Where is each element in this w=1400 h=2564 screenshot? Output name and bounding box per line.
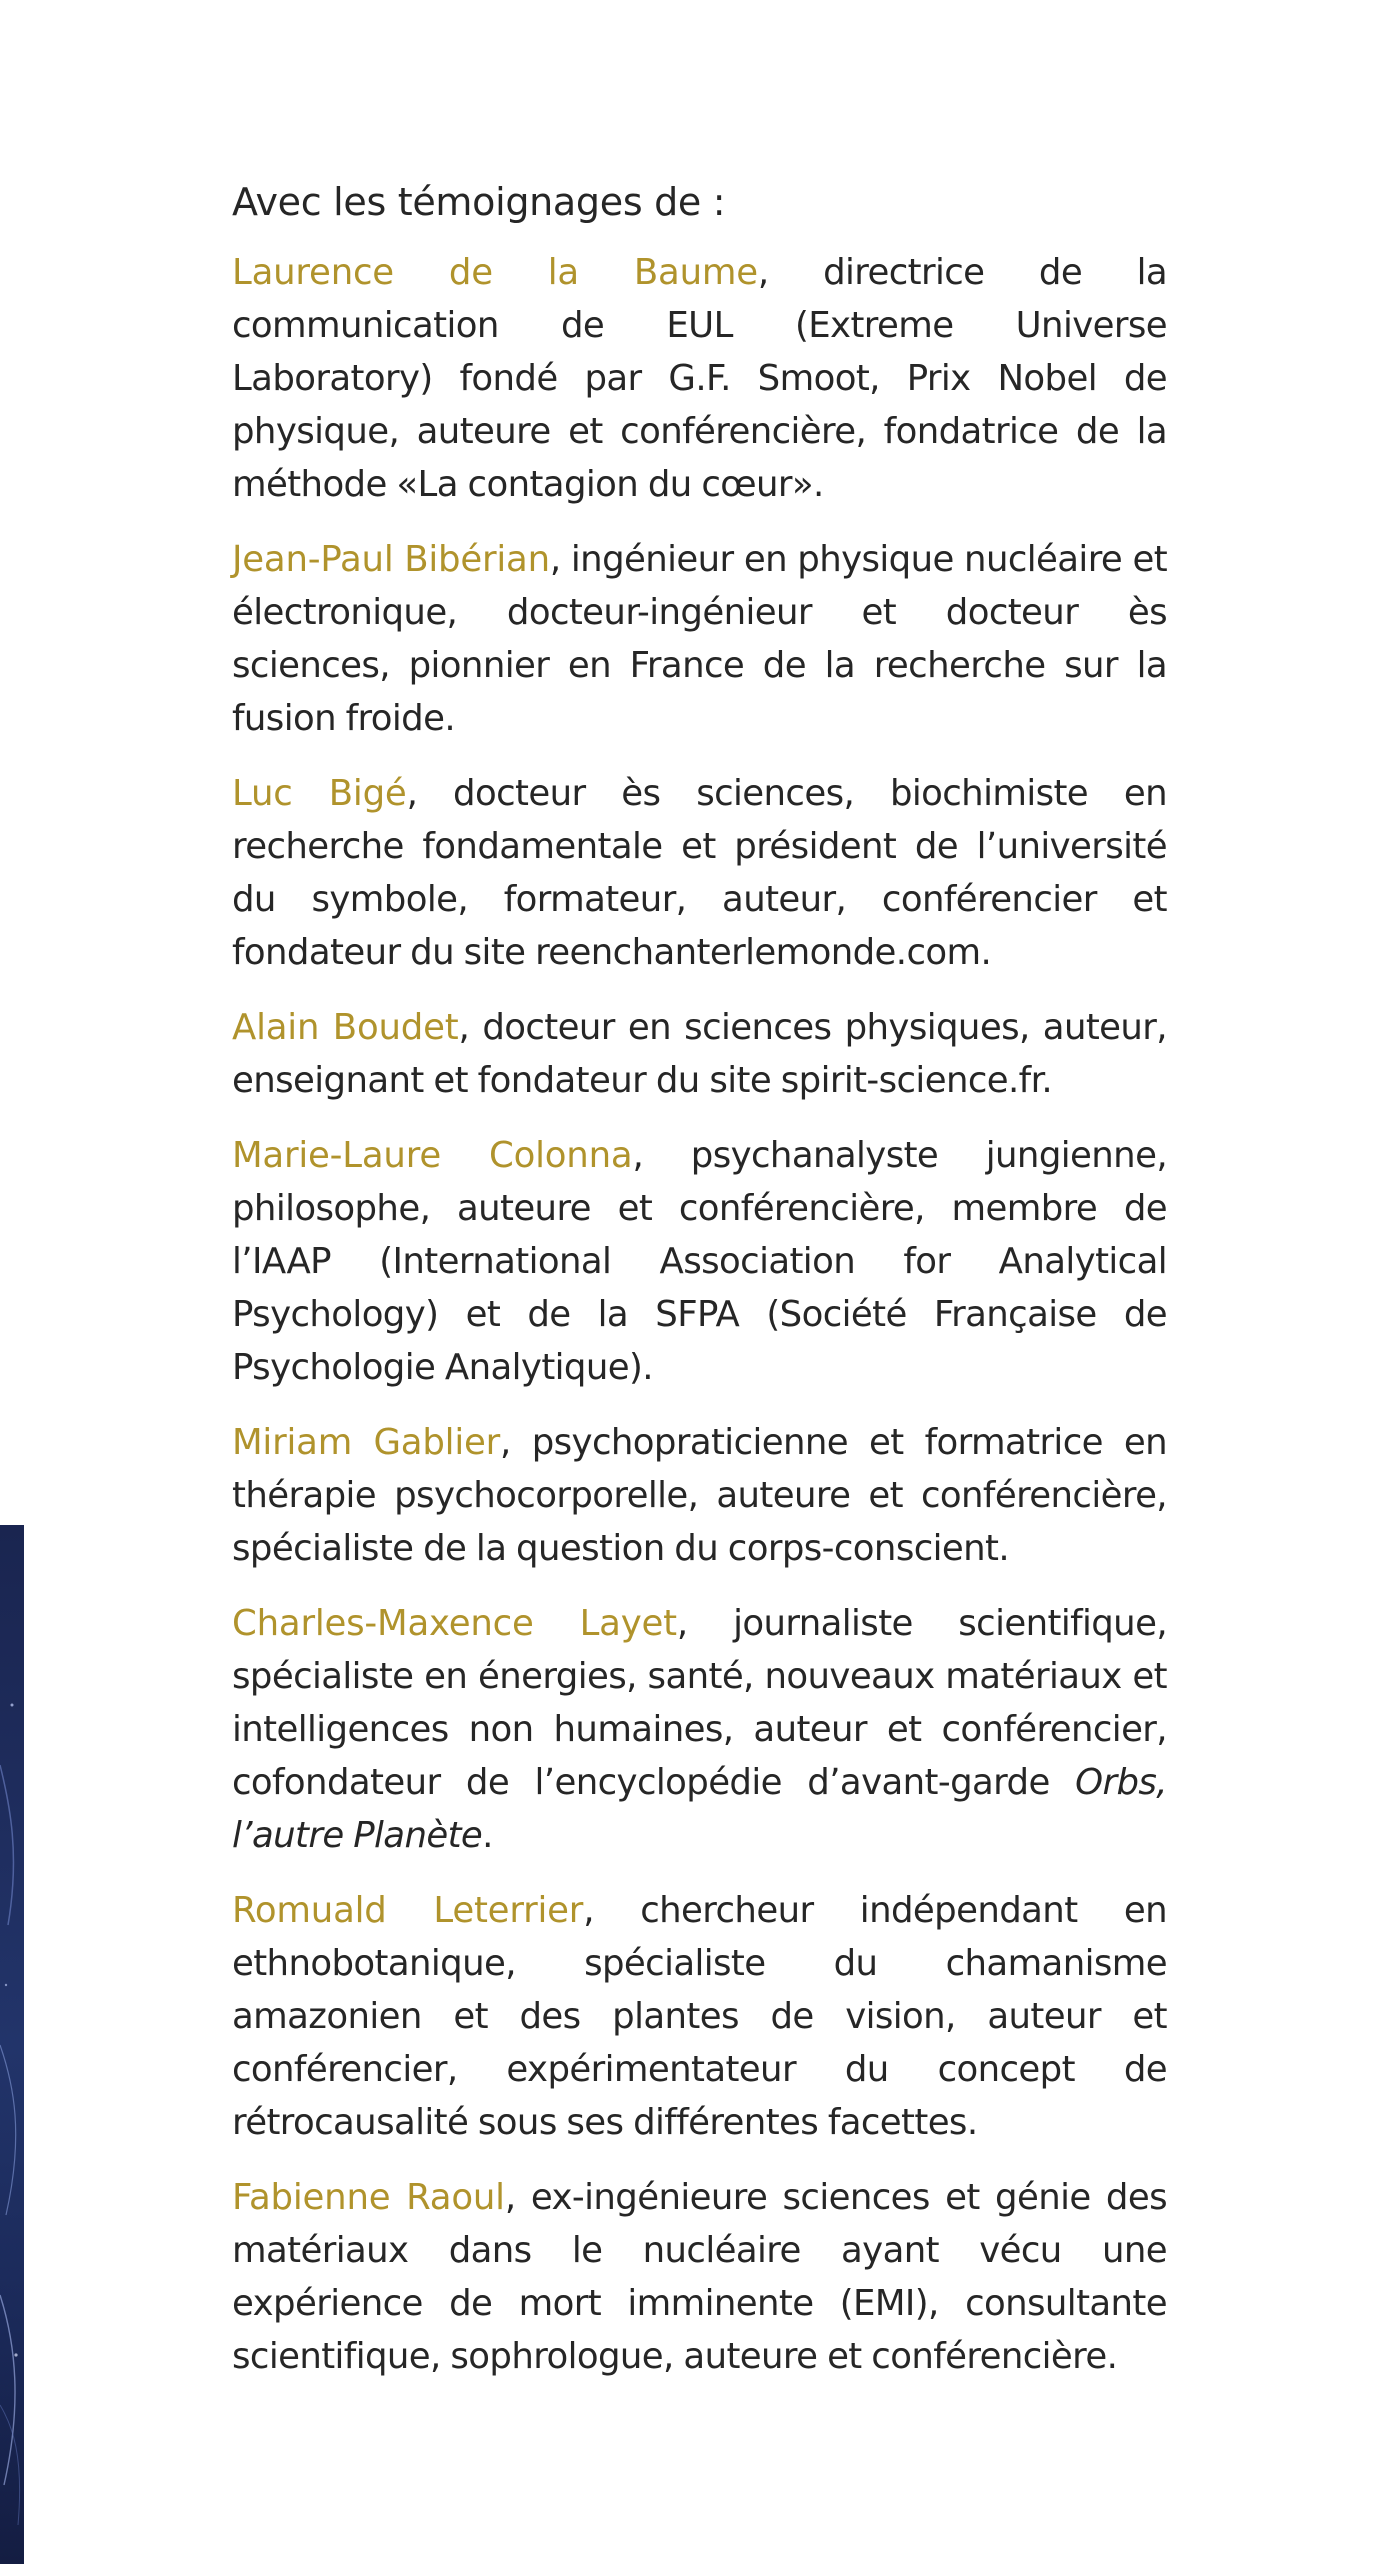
- person-description: , directrice de la communication de EUL (Extreme Universe Laboratory) fondé par G.F. Smoot, Prix Nobel de physique, auteure et conférencière, fondatrice de la méthode «La contagion du cœur».: [232, 252, 1167, 505]
- person-name: Fabienne Raoul: [232, 2177, 505, 2218]
- person-name: Jean-Paul Bibérian: [232, 539, 550, 580]
- person-description: , ex-ingénieure sciences et génie des matériaux dans le nucléaire ayant vécu une expérience de mort imminente (EMI), consultante scientifique, sophrologue, auteure et conférencière.: [232, 2177, 1168, 2377]
- person-description: , psychanalyste jungienne, philosophe, auteure et conférencière, membre de l’IAAP (International Association for Analytical Psychology) et de la SFPA (Société Française de Psychologie Analytique).: [232, 1135, 1167, 1388]
- cover-image-edge: [0, 1525, 24, 2564]
- cover-image-artwork: [0, 1525, 24, 2564]
- person-description: , chercheur indépendant en ethnobotanique, spécialiste du chamanisme amazonien et des plantes de vision, auteur et conférencier, expérimentateur du concept de rétrocausalité sous ses différentes facettes.: [232, 1890, 1168, 2143]
- testimonial-entry: [232, 246, 1167, 511]
- book-title: Orbs, l’autre Planète: [232, 1762, 1167, 1856]
- person-name: Miriam Gablier: [232, 1422, 501, 1463]
- person-description: , docteur ès sciences, biochimiste en recherche fondamentale et président de l’université du symbole, formateur, auteur, conférencier et fondateur du site reenchanterlemonde.com.: [232, 773, 1167, 973]
- testimonial-entry: [232, 1597, 1167, 1862]
- person-description: , docteur en sciences physiques, auteur, enseignant et fondateur du site spirit-science.fr.: [232, 1007, 1167, 1101]
- testimonial-entry: [232, 1416, 1167, 1575]
- person-description: , psychopraticienne et formatrice en thérapie psychocorporelle, auteure et conférencière, spécialiste de la question du corps-conscient.: [232, 1422, 1167, 1569]
- person-name: Marie-Laure Colonna: [232, 1135, 633, 1176]
- testimonial-entry: [232, 2171, 1167, 2383]
- sentence-end: .: [482, 1815, 493, 1856]
- person-description: , journaliste scientifique, spécialiste en énergies, santé, nouveaux matériaux et intelligences non humaines, auteur et conférencier, cofondateur de l’encyclopédie d’avant-garde: [232, 1603, 1168, 1803]
- testimonials-section: [232, 172, 1167, 2405]
- person-name: Alain Boudet: [232, 1007, 459, 1048]
- person-name: Luc Bigé: [232, 773, 407, 814]
- testimonial-entry: [232, 533, 1167, 745]
- person-description: , ingénieur en physique nucléaire et électronique, docteur-ingénieur et docteur ès sciences, pionnier en France de la recherche sur la fusion froide.: [232, 539, 1168, 739]
- testimonial-entry: [232, 1001, 1167, 1107]
- person-name: Romuald Leterrier: [232, 1890, 584, 1931]
- section-heading: Avec les témoignages de :: [232, 180, 726, 224]
- person-name: Laurence de la Baume: [232, 252, 758, 293]
- person-name: Charles-Maxence Layet: [232, 1603, 677, 1644]
- testimonial-entry: [232, 1884, 1167, 2149]
- testimonial-entry: [232, 767, 1167, 979]
- testimonial-entry: [232, 1129, 1167, 1394]
